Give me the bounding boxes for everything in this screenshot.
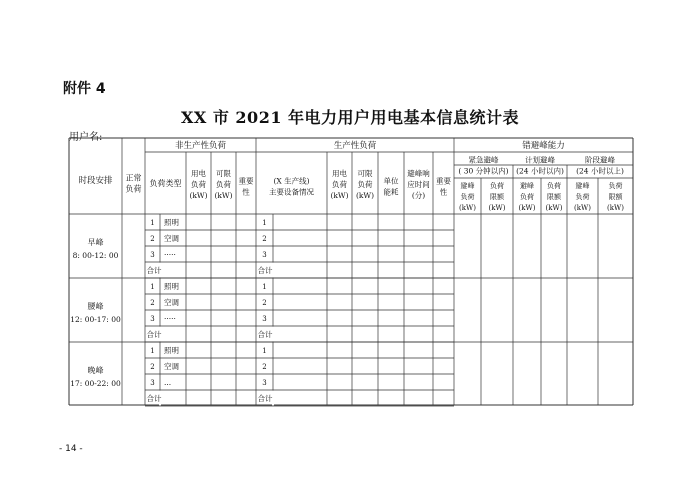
header-avoid-load: (kW) (459, 204, 476, 212)
prod-row-number: 1 (262, 219, 267, 227)
group-name: 晚峰 (87, 366, 104, 375)
header-prod-elec-load: 负荷 (332, 180, 347, 189)
row-number: 2 (150, 363, 155, 371)
header-avoid-load: 负荷 (460, 193, 475, 201)
header-response-time: (分) (411, 191, 426, 200)
header-planned: 计划避峰 (525, 155, 555, 165)
header-limit-load: (kW) (214, 191, 233, 200)
row-number: 3 (150, 251, 155, 259)
header-time-slot: 时段安排 (78, 176, 113, 186)
header-load-type: 负荷类型 (149, 179, 182, 188)
row-number: 3 (150, 379, 155, 387)
header-cap-load: (kW) (488, 204, 506, 212)
header-response-time: 应时间 (407, 180, 430, 189)
header-elec-load: (kW) (189, 191, 208, 200)
load-item: ····· (164, 250, 176, 259)
header-cap-load: (kW) (545, 204, 563, 212)
header-avoid-load: 避峰 (520, 182, 534, 190)
header-peak-shift: 错避峰能力 (522, 141, 565, 151)
header-importance: 重要 (238, 176, 254, 186)
header-cap-load: 限额 (490, 193, 504, 201)
header-limit-load: 可限 (216, 169, 231, 178)
prod-subtotal-label: 合计 (257, 330, 273, 339)
row-number: 3 (150, 315, 155, 323)
prod-row-number: 2 (262, 299, 267, 307)
header-elec-load: 负荷 (191, 180, 206, 189)
load-item: 照明 (164, 282, 179, 291)
header-avoid-load: (kW) (574, 204, 591, 212)
header-importance: 性 (242, 187, 250, 197)
header-prod-limit-load: 可限 (357, 169, 373, 178)
header-prod-importance: 重要 (436, 176, 451, 186)
user-name-label: 用户名: (69, 132, 103, 143)
page-number: - 14 - (59, 444, 83, 454)
prod-row-number: 3 (262, 315, 267, 323)
attachment-label: 附件 4 (63, 81, 106, 97)
header-prod-importance: 性 (439, 187, 448, 197)
header-production: 生产性负荷 (333, 141, 377, 151)
header-planned: (24 小时以内) (516, 166, 564, 176)
header-avoid-load: 避峰 (460, 182, 475, 190)
header-normal-load: 正常 (125, 173, 142, 183)
prod-row-number: 1 (262, 283, 267, 291)
group-time: 8: 00-12: 00 (72, 251, 119, 260)
header-avoid-load: 负荷 (575, 193, 590, 201)
group-time: 17: 00-22: 00 (70, 379, 121, 388)
header-avoid-load: 负荷 (520, 193, 534, 201)
load-item: 空调 (164, 298, 179, 307)
header-cap-load: 限额 (608, 193, 623, 201)
header-unit-energy: 能耗 (383, 187, 399, 197)
header-response-time: 避峰响 (407, 169, 430, 178)
header-prod-elec-load: 用电 (332, 169, 347, 178)
row-number: 2 (150, 235, 155, 243)
page-title: XX 市 2021 年电力用户用电基本信息统计表 (180, 108, 520, 127)
group-name: 腰峰 (87, 302, 104, 311)
load-item: ····· (164, 314, 176, 323)
row-number: 2 (150, 299, 155, 307)
load-item: 照明 (164, 346, 179, 355)
load-item: 照明 (164, 218, 179, 227)
header-staged: (24 小时以上) (576, 166, 624, 176)
header-cap-load: 限额 (547, 193, 561, 201)
header-prod-limit-load: (kW) (355, 191, 375, 200)
load-item: 空调 (164, 362, 179, 371)
header-unit-energy: 单位 (383, 176, 399, 186)
prod-row-number: 3 (262, 251, 267, 259)
prod-row-number: 1 (262, 347, 267, 355)
header-avoid-load: (kW) (518, 204, 536, 212)
load-item: ... (164, 378, 172, 387)
header-limit-load: 负荷 (216, 180, 231, 189)
header-emergency: ( 30 分钟以内) (458, 166, 509, 176)
prod-row-number: 2 (262, 363, 267, 371)
header-cap-load: (kW) (607, 204, 624, 212)
header-non-production: 非生产性负荷 (174, 141, 227, 151)
header-cap-load: 负荷 (547, 182, 561, 190)
header-elec-load: 用电 (191, 169, 206, 178)
prod-row-number: 2 (262, 235, 267, 243)
header-prod-limit-load: 负荷 (357, 180, 373, 189)
group-name: 早峰 (87, 238, 104, 247)
load-item: 空调 (164, 234, 179, 243)
prod-row-number: 3 (262, 379, 267, 387)
group-time: 12: 00-17: 00 (70, 315, 121, 324)
header-avoid-load: 避峰 (575, 182, 590, 190)
header-cap-load: 负荷 (490, 182, 504, 190)
subtotal-label: 合计 (146, 330, 162, 339)
header-prod-elec-load: (kW) (330, 191, 349, 200)
prod-subtotal-label: 合计 (257, 394, 273, 403)
header-staged: 阶段避峰 (585, 155, 615, 165)
header-cap-load: 负荷 (608, 182, 623, 190)
header-line-desc: (X 生产线) (273, 176, 310, 186)
header-line-desc: 主要设备情况 (269, 187, 314, 197)
row-number: 1 (150, 347, 155, 355)
prod-subtotal-label: 合计 (257, 266, 273, 275)
subtotal-label: 合计 (146, 266, 162, 275)
header-normal-load: 负荷 (125, 184, 142, 194)
subtotal-label: 合计 (146, 394, 162, 403)
row-number: 1 (150, 219, 155, 227)
row-number: 1 (150, 283, 155, 291)
header-emergency: 紧急避峰 (468, 155, 499, 165)
